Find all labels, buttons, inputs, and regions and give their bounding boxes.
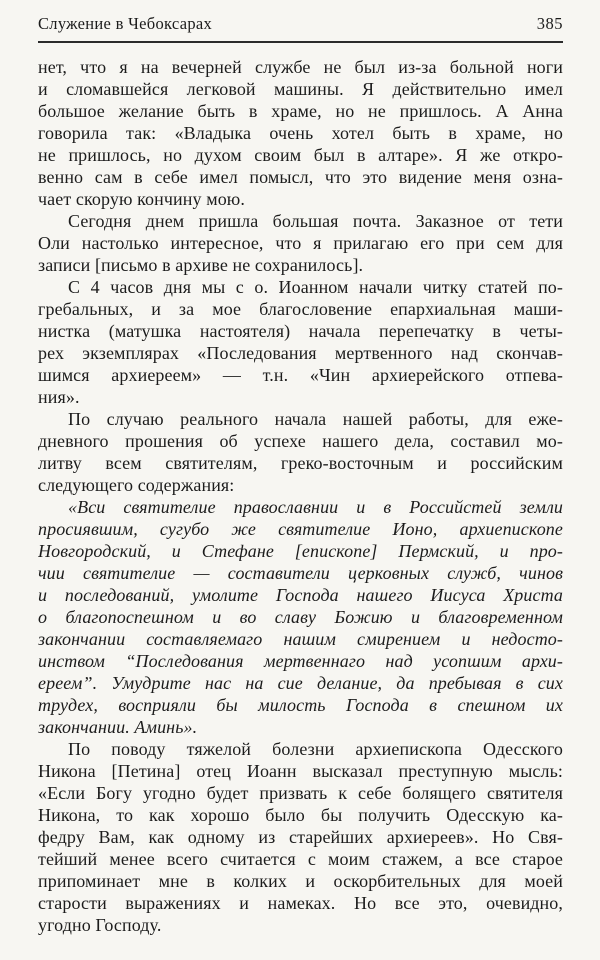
text-line: нет, что я на вечерней службе не был из-за больной ноги [38,57,563,77]
text-line: о благопоспешном и во славу Божию и благовременном [38,607,563,627]
text-line: литву всем святителям, греко-восточным и российским [38,453,563,473]
text-line: Сегодня днем пришла большая почта. Заказное от тети [68,211,563,231]
text-line: инством “Последования мертвеннаго над усопшим архи- [38,651,563,671]
page-body [38,56,563,936]
running-header [38,14,563,43]
text-line: «Если Богу угодно будет призвать к себе болящего святителя [38,783,563,803]
running-title: Служение в Чебоксарах [38,14,213,33]
text-line: большое желание быть в храме, но не пришлось. А Анна [38,101,563,121]
text-line: чает скорую кончину мою. [38,189,245,209]
text-line: просиявшим, сугубо же святителие Ионо, архиепископе [38,519,563,539]
paragraph [38,210,563,276]
text-line: Никона, то как хорошо было бы получить Одесскую ка- [38,805,563,825]
text-line: старости выражениях и намеках. Но все это, очевидно, [38,893,563,913]
text-line: и последований, умолите Господа нашего Иисуса Христа [38,585,563,605]
text-line: С 4 часов дня мы с о. Иоанном начали читку статей по- [68,277,563,297]
text-line: Оли настолько интересное, что я прилагаю его при сем для [38,233,563,253]
text-line: говорила так: «Владыка очень хотел быть в храме, но [38,123,563,143]
paragraph [38,408,563,496]
text-line: дневного прошения об успехе нашего дела, составил мо- [38,431,563,451]
text-line: «Вси святителие православнии и в Российстей земли [68,497,563,517]
text-line: трудех, восприяли бы милость Господа в спешном их [38,695,563,715]
text-line: нистка (матушка настоятеля) начала перепечатку в четы- [38,321,563,341]
text-line: По поводу тяжелой болезни архиепископа Одесского [68,739,563,759]
text-line: следующего содержания: [38,475,235,495]
text-line: федру Вам, как одному из старейших архиереев». Но Свя- [38,827,563,847]
text-line: угодно Господу. [38,915,162,935]
page-number: 385 [536,14,563,33]
text-line: шимся архиереем» — т.н. «Чин архиерейского отпева- [38,365,563,385]
text-line: ния». [38,387,80,407]
text-line: закончании. Аминь». [38,717,198,737]
text-line: записи [письмо в архиве не сохранилось]. [38,255,364,275]
text-line: ереем”. Умудрите нас на сие делание, да пребывая в сих [38,673,563,693]
text-line: тейший менее всего считается с моим стажем, а все старое [38,849,563,869]
text-line: венно сам в себе имел помысл, что это видение меня озна- [38,167,563,187]
text-line: По случаю реального начала нашей работы, для еже- [68,409,563,429]
paragraph [38,276,563,408]
text-line: не пришлось, но духом своим был в алтаре». Я же откро- [38,145,563,165]
text-line: припоминает мне в колких и оскорбительных для моей [38,871,563,891]
text-line: и сломавшейся легковой машины. Я действительно имел [38,79,563,99]
paragraph [38,738,563,936]
text-line: Никона [Петина] отец Иоанн высказал преступную мысль: [38,761,563,781]
text-line: чии святителие — составители церковных служб, чинов [38,563,563,583]
text-line: Новгородский, и Стефане [епископе] Пермский, и про- [38,541,563,561]
text-line: закончании составляемаго нашим смирением и недосто- [38,629,563,649]
text-line: рех экземплярах «Последования мертвенного над скончав- [38,343,563,363]
paragraph-quote [38,496,563,738]
paragraph [38,56,563,210]
text-line: гребальных, и за мое благословение епархиальная маши- [38,299,563,319]
